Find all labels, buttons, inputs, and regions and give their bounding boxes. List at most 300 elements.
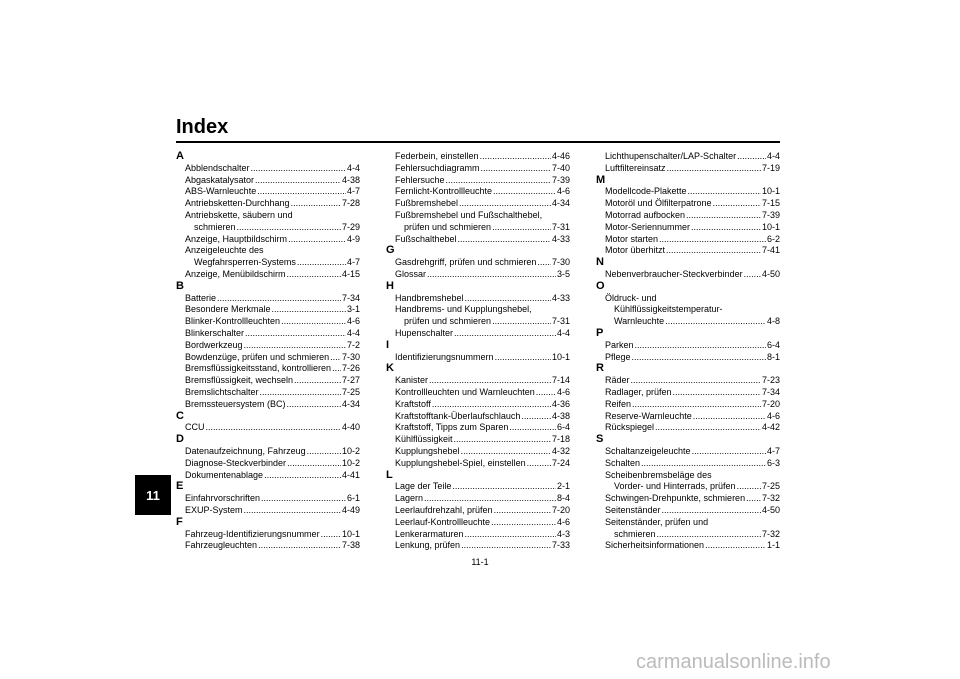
index-entry-page: 4-50 [761, 268, 780, 279]
index-entry-text: Blinkerschalter [185, 327, 245, 338]
index-entry-page: 4-6 [346, 316, 360, 327]
index-entry[interactable] [386, 198, 570, 210]
index-entry[interactable] [596, 198, 780, 210]
index-entry-page: 7-30 [551, 257, 570, 268]
index-entry-text: Motor starten [605, 233, 659, 244]
index-entry-text: Datenaufzeichnung, Fahrzeug [185, 445, 306, 456]
index-entry[interactable] [176, 340, 360, 352]
index-entry-text: Hupenschalter [395, 327, 454, 338]
index-entry-page: 4-4 [766, 151, 780, 161]
index-entry[interactable] [596, 481, 780, 493]
index-entry[interactable] [596, 529, 780, 541]
index-entry-page: 4-34 [551, 198, 570, 209]
index-entry[interactable] [176, 540, 360, 552]
dot-leader [287, 269, 341, 281]
index-entry[interactable] [176, 363, 360, 375]
page-number: 11-1 [471, 557, 489, 567]
index-entry-text: Fernlicht-Kontrollleuchte [395, 186, 493, 197]
index-entry[interactable] [596, 540, 780, 552]
dot-leader [537, 257, 551, 269]
index-entry[interactable] [596, 234, 780, 246]
index-entry-text: Lichthupenschalter/LAP-Schalter [605, 151, 737, 161]
index-entry-text: Antriebsketten-Durchhang [185, 198, 290, 209]
index-entry-page: 4-32 [551, 445, 570, 456]
index-entry-page: 4-6 [766, 410, 780, 421]
index-entry[interactable] [386, 163, 570, 175]
dot-leader [693, 411, 766, 423]
dot-leader [657, 529, 761, 541]
index-entry-text: Reifen [605, 398, 632, 409]
dot-leader [509, 422, 556, 434]
index-entry[interactable] [386, 399, 570, 411]
index-entry-page: 4-33 [551, 233, 570, 244]
index-entry-text: Lage der Teile [395, 481, 452, 492]
index-entry-page: 7-30 [341, 351, 360, 362]
index-entry-page: 7-15 [761, 198, 780, 209]
index-letter-heading: K [386, 362, 394, 375]
index-entry-page: 7-31 [551, 221, 570, 232]
index-entry-text: Modellcode-Plakette [605, 186, 687, 197]
index-entry-page: 6-2 [766, 233, 780, 244]
index-entry-text: Diagnose-Steckverbinder [185, 457, 287, 468]
dot-leader [666, 245, 761, 257]
index-entry-page: 4-33 [551, 292, 570, 303]
index-entry-text: Lagern [395, 493, 424, 504]
index-entry-page: 4-46 [551, 151, 570, 161]
index-entry-text: Parken [605, 339, 634, 350]
index-entry-text: Schaltanzeigeleuchte [605, 445, 691, 456]
index-entry-page: 4-6 [556, 386, 570, 397]
index-entry[interactable] [386, 293, 570, 305]
dot-leader [446, 175, 551, 187]
index-entry[interactable] [176, 175, 360, 187]
index-entry-text: Bremssteuersystem (BC) [185, 398, 286, 409]
index-entry[interactable] [386, 517, 570, 529]
index-entry-text: Fahrzeug-Identifizierungsnummer [185, 528, 320, 539]
index-entry-page: 7-32 [761, 493, 780, 504]
index-entry-page: 1-1 [766, 540, 780, 551]
index-entry-page: 7-34 [341, 292, 360, 303]
index-entry-page: 7-20 [761, 398, 780, 409]
index-entry[interactable] [596, 269, 780, 281]
dot-leader [492, 222, 551, 234]
dot-leader [705, 540, 766, 552]
index-entry[interactable] [386, 434, 570, 446]
index-entry[interactable] [386, 458, 570, 470]
index-entry-page: 7-26 [341, 363, 360, 374]
index-entry-page: 10-1 [761, 221, 780, 232]
index-entry-text: prüfen und schmieren [404, 221, 492, 232]
index-entry-text: Fußbremshebel [395, 198, 459, 209]
index-entry-text: Besondere Merkmale [185, 304, 271, 315]
index-entry[interactable] [386, 328, 570, 340]
index-entry-page: 7-31 [551, 316, 570, 327]
index-entry-text: Fahrzeugleuchten [185, 540, 258, 551]
index-entry-page: 2-1 [556, 481, 570, 492]
dot-leader [481, 163, 551, 175]
index-entry-text: Anzeige, Menübildschirm [185, 268, 286, 279]
dot-leader [427, 269, 556, 281]
index-letter-heading: H [386, 279, 394, 292]
index-entry-text: Wegfahrsperren-Systems [194, 257, 296, 268]
dot-leader [294, 375, 341, 387]
index-entry-page: 3-1 [346, 304, 360, 315]
index-entry[interactable] [176, 387, 360, 399]
index-letter-heading: R [596, 362, 604, 375]
dot-leader [691, 222, 761, 234]
index-entry-page: 7-39 [761, 209, 780, 220]
index-entry-page: 4-15 [341, 268, 360, 279]
dot-leader [458, 234, 551, 246]
dot-leader [332, 363, 341, 375]
index-entry-text: Luftfiltereinsatz [605, 162, 666, 173]
index-entry-page: 6-4 [556, 422, 570, 433]
index-entry-page: 4-4 [346, 327, 360, 338]
dot-leader [737, 481, 761, 493]
index-entry-text: schmieren [194, 221, 236, 232]
dot-leader [461, 446, 551, 458]
dot-leader [432, 399, 551, 411]
index-entry-page: 4-4 [346, 162, 360, 173]
index-entry[interactable] [176, 186, 360, 198]
index-entry[interactable] [596, 387, 780, 399]
dot-leader [491, 517, 556, 529]
index-entry-page: 4-9 [346, 233, 360, 244]
index-entry-text: Fehlersuchdiagramm [395, 162, 480, 173]
dot-leader [461, 540, 551, 552]
index-entry[interactable] [176, 328, 360, 340]
index-entry-page: 4-40 [341, 422, 360, 433]
index-entry-text: prüfen und schmieren [404, 316, 492, 327]
index-entry-text: Sicherheitsinformationen [605, 540, 705, 551]
dot-leader [258, 540, 341, 552]
index-entry[interactable] [596, 222, 780, 234]
index-entry[interactable] [596, 411, 780, 423]
index-entry-text: Kontrollleuchten und Warnleuchten [395, 386, 535, 397]
index-letter-heading: O [596, 279, 605, 292]
index-entry-text: Batterie [185, 292, 217, 303]
index-entry[interactable] [386, 411, 570, 423]
index-entry[interactable] [176, 234, 360, 246]
index-entry-text: Abgaskatalysator [185, 174, 255, 185]
dot-leader [631, 375, 761, 387]
index-entry-text: Schwingen-Drehpunkte, schmieren [605, 493, 746, 504]
index-entry[interactable] [386, 269, 570, 281]
index-entry-page: 10-1 [551, 351, 570, 362]
dot-leader [492, 316, 551, 328]
index-entry-page: 6-3 [766, 457, 780, 468]
index-letter-heading: I [386, 338, 390, 351]
index-entry[interactable] [176, 163, 360, 175]
index-entry-text: Schalten [605, 457, 641, 468]
index-entry-text: Fußschalthebel [395, 233, 457, 244]
index-entry-text: Reserve-Warnleuchte [605, 410, 692, 421]
index-entry-line: Kühlflüssigkeitstemperatur- [614, 304, 723, 315]
index-entry[interactable] [596, 340, 780, 352]
index-entry[interactable] [176, 293, 360, 305]
dot-leader [429, 375, 551, 387]
index-letter-heading: D [176, 433, 184, 446]
index-entry-page: 10-1 [341, 528, 360, 539]
index-entry-page: 4-38 [341, 174, 360, 185]
index-entry-text: Leerlaufdrehzahl, prüfen [395, 504, 493, 515]
dot-leader [217, 293, 341, 305]
index-entry-text: Warnleuchte [614, 316, 665, 327]
dot-leader [237, 222, 341, 234]
dot-leader [692, 446, 766, 458]
index-entry-text: Bordwerkzeug [185, 339, 243, 350]
index-entry-page: 7-20 [551, 504, 570, 515]
index-entry[interactable] [596, 163, 780, 175]
index-entry[interactable] [386, 316, 570, 328]
index-entry-text: ABS-Warnleuchte [185, 186, 257, 197]
index-entry-page: 7-14 [551, 375, 570, 386]
dot-leader [641, 458, 766, 470]
index-entry-page: 7-28 [341, 198, 360, 209]
index-entry[interactable] [386, 151, 570, 163]
index-entry-line: Scheibenbremsbeläge des [605, 469, 712, 480]
index-entry-text: Vorder- und Hinterrads, prüfen [614, 481, 736, 492]
index-entry-page: 6-1 [346, 493, 360, 504]
dot-leader [659, 234, 766, 246]
index-entry-text: Kanister [395, 375, 429, 386]
index-entry[interactable] [596, 399, 780, 411]
page-title: Index [176, 116, 229, 138]
index-entry[interactable] [176, 422, 360, 434]
dot-leader [688, 186, 761, 198]
dot-leader [744, 269, 761, 281]
index-entry-text: EXUP-System [185, 504, 243, 515]
index-entry-text: Kraftstoff [395, 398, 431, 409]
index-entry[interactable] [386, 529, 570, 541]
index-entry-text: Federbein, einstellen [395, 151, 479, 161]
index-entry[interactable] [386, 352, 570, 364]
dot-leader [746, 493, 761, 505]
index-letter-heading: M [596, 173, 606, 186]
index-entry[interactable] [596, 151, 780, 163]
dot-leader [632, 352, 766, 364]
index-entry-text: Pflege [605, 351, 631, 362]
index-entry[interactable] [176, 446, 360, 458]
index-entry-page: 10-2 [341, 457, 360, 468]
index-entry-text: Bremsflüssigkeitsstand, kontrollieren [185, 363, 332, 374]
index-entry-page: 10-1 [761, 186, 780, 197]
index-entry[interactable] [596, 422, 780, 434]
index-entry[interactable] [596, 505, 780, 517]
index-entry[interactable] [386, 375, 570, 387]
index-entry-text: Bremsflüssigkeit, wechseln [185, 375, 294, 386]
index-entry-text: Abblendschalter [185, 162, 250, 173]
dot-leader [493, 186, 556, 198]
index-entry-text: Motorrad aufbocken [605, 209, 686, 220]
index-letter-heading: G [386, 244, 395, 257]
index-entry[interactable] [386, 493, 570, 505]
index-entry-text: Glossar [395, 268, 427, 279]
index-entry[interactable] [386, 257, 570, 269]
index-entry[interactable] [176, 222, 360, 234]
index-entry-text: Lenkung, prüfen [395, 540, 461, 551]
index-entry[interactable] [596, 245, 780, 257]
index-entry-text: CCU [185, 422, 205, 433]
index-entry[interactable] [596, 458, 780, 470]
index-entry-text: Einfahrvorschriften [185, 493, 261, 504]
index-entry[interactable] [176, 493, 360, 505]
index-entry-page: 4-6 [556, 186, 570, 197]
index-entry[interactable] [176, 399, 360, 411]
index-entry-text: Motoröl und Ölfilterpatrone [605, 198, 712, 209]
index-entry-line: Anzeigeleuchte des [185, 245, 264, 256]
index-entry-text: Dokumentenablage [185, 469, 264, 480]
index-entry-line: Seitenständer, prüfen und [605, 516, 709, 527]
index-entry-page: 4-8 [766, 316, 780, 327]
dot-leader [260, 387, 341, 399]
index-entry[interactable] [386, 505, 570, 517]
dot-leader [667, 163, 761, 175]
index-entry-text: Identifizierungsnummern [395, 351, 494, 362]
index-letter-heading: C [176, 409, 184, 422]
index-entry[interactable] [386, 186, 570, 198]
index-entry-text: Lenkerarmaturen [395, 528, 464, 539]
index-entry-page: 4-7 [346, 257, 360, 268]
index-entry-page: 7-2 [346, 339, 360, 350]
index-entry[interactable] [596, 352, 780, 364]
index-entry-text: Kupplungshebel [395, 445, 460, 456]
index-entry-text: Kühlflüssigkeit [395, 434, 453, 445]
index-entry[interactable] [386, 422, 570, 434]
index-entry-page: 6-4 [766, 339, 780, 350]
index-entry-page: 3-5 [556, 268, 570, 279]
index-entry[interactable] [176, 458, 360, 470]
index-entry[interactable] [176, 529, 360, 541]
dot-leader [655, 422, 761, 434]
watermark: carmanualsonline.info [636, 651, 831, 673]
dot-leader [288, 234, 346, 246]
index-entry[interactable] [176, 505, 360, 517]
index-letter-heading: B [176, 279, 184, 292]
index-entry[interactable] [386, 175, 570, 187]
dot-leader [465, 529, 556, 541]
index-letter-heading: E [176, 480, 184, 493]
dot-leader [452, 481, 556, 493]
index-entry-page: 7-34 [761, 386, 780, 397]
index-entry[interactable] [386, 234, 570, 246]
dot-leader [662, 505, 761, 517]
index-entry-page: 4-49 [341, 504, 360, 515]
index-entry-text: Seitenständer [605, 504, 661, 515]
index-entry[interactable] [176, 257, 360, 269]
dot-leader [465, 293, 551, 305]
index-entry[interactable] [596, 316, 780, 328]
dot-leader [527, 458, 551, 470]
index-entry-text: Blinker-Kontrollleuchten [185, 316, 281, 327]
dot-leader [206, 422, 341, 434]
dot-leader [632, 399, 761, 411]
index-entry-text: Räder [605, 375, 630, 386]
index-entry-text: Kupplungshebel-Spiel, einstellen [395, 457, 526, 468]
dot-leader [321, 529, 341, 541]
dot-leader [251, 163, 346, 175]
index-entry[interactable] [386, 540, 570, 552]
dot-leader [521, 411, 551, 423]
dot-leader [454, 434, 551, 446]
index-entry-page: 7-39 [551, 174, 570, 185]
index-column-2 [386, 151, 570, 552]
index-entry-page: 7-25 [761, 481, 780, 492]
index-entry-text: Radlager, prüfen [605, 386, 672, 397]
index-entry-text: Handbremshebel [395, 292, 464, 303]
index-entry-page: 7-19 [761, 162, 780, 173]
index-entry[interactable] [386, 222, 570, 234]
dot-leader [245, 328, 346, 340]
dot-leader [272, 304, 346, 316]
index-letter-heading: A [176, 150, 184, 162]
index-entry[interactable] [176, 375, 360, 387]
index-entry-page: 7-25 [341, 386, 360, 397]
index-entry-line: Antriebskette, säubern und [185, 209, 293, 220]
index-entry[interactable] [386, 387, 570, 399]
index-entry[interactable] [596, 493, 780, 505]
dot-leader [264, 470, 341, 482]
index-letter-heading: N [596, 256, 604, 269]
index-letter-heading: F [176, 515, 183, 528]
index-entry-text: Motor-Seriennummer [605, 221, 691, 232]
index-column-3 [596, 151, 780, 552]
index-entry[interactable] [386, 481, 570, 493]
index-entry-text: Gasdrehgriff, prüfen und schmieren [395, 257, 537, 268]
dot-leader [330, 352, 341, 364]
dot-leader [673, 387, 761, 399]
index-entry-page: 7-41 [761, 245, 780, 256]
index-entry-text: Motor überhitzt [605, 245, 666, 256]
index-entry-text: Nebenverbraucher-Steckverbinder [605, 268, 743, 279]
dot-leader [635, 340, 766, 352]
dot-leader [495, 352, 551, 364]
index-column-1 [176, 151, 360, 552]
index-entry-page: 10-2 [341, 445, 360, 456]
index-entry[interactable] [176, 352, 360, 364]
index-entry-page: 4-41 [341, 469, 360, 480]
index-entry-page: 4-38 [551, 410, 570, 421]
dot-leader [494, 505, 551, 517]
index-entry-text: Bowdenzüge, prüfen und schmieren [185, 351, 330, 362]
dot-leader [737, 151, 766, 163]
index-entry-page: 7-18 [551, 434, 570, 445]
index-entry-text: Anzeige, Hauptbildschirm [185, 233, 288, 244]
index-entry-line: Handbrems- und Kupplungshebel, [395, 304, 532, 315]
index-entry[interactable] [176, 316, 360, 328]
index-entry-text: Kraftstoff, Tipps zum Sparen [395, 422, 509, 433]
index-entry-text: Kraftstofftank-Überlaufschlauch [395, 410, 521, 421]
index-entry[interactable] [386, 446, 570, 458]
index-entry-text: Leerlauf-Kontrollleuchte [395, 516, 491, 527]
index-entry-page: 4-7 [766, 445, 780, 456]
index-entry[interactable] [176, 304, 360, 316]
index-entry-page: 4-7 [346, 186, 360, 197]
index-entry-page: 4-42 [761, 422, 780, 433]
index-entry[interactable] [596, 375, 780, 387]
index-entry[interactable] [176, 269, 360, 281]
index-entry[interactable] [176, 198, 360, 210]
index-entry-text: Bremslichtschalter [185, 386, 259, 397]
dot-leader [281, 316, 346, 328]
index-entry[interactable] [596, 446, 780, 458]
title-rule [176, 141, 780, 143]
index-entry[interactable] [596, 186, 780, 198]
index-entry[interactable] [596, 210, 780, 222]
index-entry[interactable] [176, 470, 360, 482]
chapter-tab: 11 [135, 475, 171, 515]
index-entry-page: 7-33 [551, 540, 570, 551]
